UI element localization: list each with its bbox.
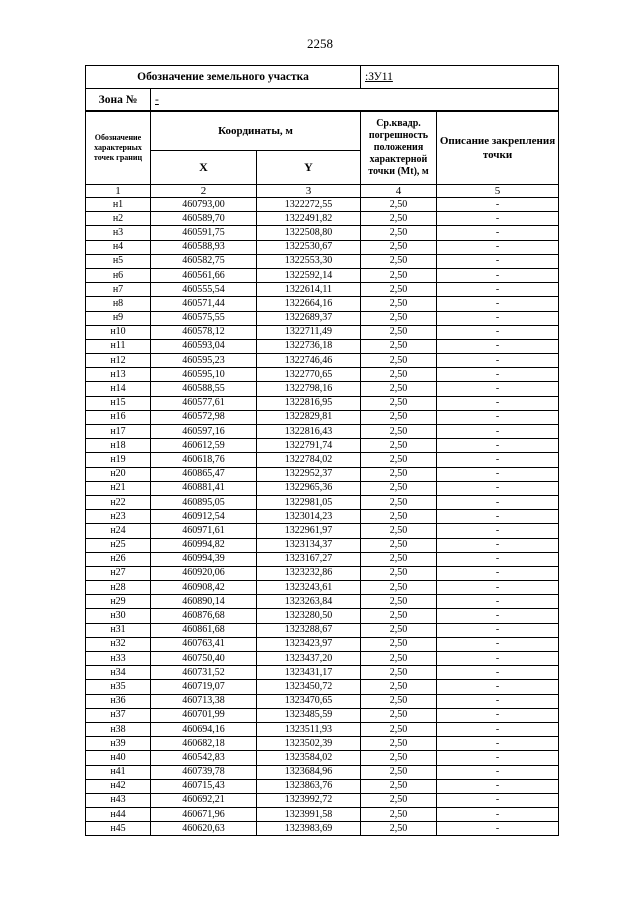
error-cell: 2,50	[361, 737, 437, 751]
table-row	[86, 510, 559, 524]
error-cell: 2,50	[361, 808, 437, 822]
column-number: 3	[257, 185, 361, 198]
plot-value: :ЗУ11	[361, 66, 559, 89]
point-id-cell: н15	[86, 396, 151, 410]
point-id-cell: н44	[86, 808, 151, 822]
point-id-cell: н42	[86, 779, 151, 793]
error-cell: 2,50	[361, 226, 437, 240]
x-coord-cell: 460571,44	[151, 297, 257, 311]
point-id-cell: н22	[86, 495, 151, 509]
point-id-cell: н33	[86, 652, 151, 666]
error-cell: 2,50	[361, 637, 437, 651]
point-id-cell: н3	[86, 226, 151, 240]
point-id-cell: н32	[86, 637, 151, 651]
y-coord-cell: 1323280,50	[257, 609, 361, 623]
desc-cell: -	[437, 694, 559, 708]
point-id-cell: н39	[86, 737, 151, 751]
desc-cell: -	[437, 822, 559, 836]
desc-cell: -	[437, 198, 559, 212]
table-row	[86, 637, 559, 651]
y-coord-cell: 1322272,55	[257, 198, 361, 212]
column-number: 4	[361, 185, 437, 198]
x-coord-cell: 460595,23	[151, 354, 257, 368]
desc-cell: -	[437, 453, 559, 467]
point-id-cell: н17	[86, 425, 151, 439]
error-cell: 2,50	[361, 680, 437, 694]
error-cell: 2,50	[361, 566, 437, 580]
y-coord-cell: 1322798,16	[257, 382, 361, 396]
desc-cell: -	[437, 808, 559, 822]
error-cell: 2,50	[361, 694, 437, 708]
desc-cell: -	[437, 240, 559, 254]
point-id-cell: н34	[86, 666, 151, 680]
error-cell: 2,50	[361, 779, 437, 793]
desc-cell: -	[437, 396, 559, 410]
desc-cell: -	[437, 368, 559, 382]
desc-cell: -	[437, 297, 559, 311]
error-cell: 2,50	[361, 722, 437, 736]
point-id-cell: н24	[86, 524, 151, 538]
point-id-cell: н31	[86, 623, 151, 637]
x-coord-cell: 460719,07	[151, 680, 257, 694]
y-coord-cell: 1322816,95	[257, 396, 361, 410]
desc-cell: -	[437, 425, 559, 439]
desc-cell: -	[437, 637, 559, 651]
table-row	[86, 396, 559, 410]
y-coord-cell: 1322791,74	[257, 439, 361, 453]
x-coord-cell: 460876,68	[151, 609, 257, 623]
error-cell: 2,50	[361, 581, 437, 595]
x-coord-cell: 460671,96	[151, 808, 257, 822]
y-coord-cell: 1322530,67	[257, 240, 361, 254]
x-coord-cell: 460612,59	[151, 439, 257, 453]
desc-cell: -	[437, 354, 559, 368]
point-id-cell: н36	[86, 694, 151, 708]
point-id-cell: н19	[86, 453, 151, 467]
error-cell: 2,50	[361, 339, 437, 353]
error-cell: 2,50	[361, 368, 437, 382]
table-row	[86, 623, 559, 637]
x-coord-cell: 460575,55	[151, 311, 257, 325]
y-coord-cell: 1323450,72	[257, 680, 361, 694]
error-cell: 2,50	[361, 495, 437, 509]
point-column-header: Обозначение характерных точек границ	[86, 111, 151, 185]
zone-header-table	[85, 88, 559, 112]
y-coord-cell: 1323014,23	[257, 510, 361, 524]
error-cell: 2,50	[361, 595, 437, 609]
desc-cell: -	[437, 382, 559, 396]
error-cell: 2,50	[361, 822, 437, 836]
point-id-cell: н13	[86, 368, 151, 382]
table-row	[86, 339, 559, 353]
table-row	[86, 311, 559, 325]
x-coord-cell: 460620,63	[151, 822, 257, 836]
x-coord-cell: 460542,83	[151, 751, 257, 765]
table-row	[86, 354, 559, 368]
x-coord-cell: 460881,41	[151, 481, 257, 495]
y-coord-cell: 1323423,97	[257, 637, 361, 651]
x-coord-cell: 460890,14	[151, 595, 257, 609]
plot-header-table	[85, 65, 559, 89]
error-cell: 2,50	[361, 297, 437, 311]
point-id-cell: н27	[86, 566, 151, 580]
y-coord-cell: 1323863,76	[257, 779, 361, 793]
y-coord-cell: 1322816,43	[257, 425, 361, 439]
error-cell: 2,50	[361, 652, 437, 666]
desc-cell: -	[437, 524, 559, 538]
x-coord-cell: 460572,98	[151, 410, 257, 424]
x-coord-cell: 460750,40	[151, 652, 257, 666]
x-coord-cell: 460593,04	[151, 339, 257, 353]
desc-cell: -	[437, 439, 559, 453]
column-number: 1	[86, 185, 151, 198]
table-row	[86, 453, 559, 467]
table-row	[86, 722, 559, 736]
error-cell: 2,50	[361, 283, 437, 297]
x-coord-cell: 460763,41	[151, 637, 257, 651]
point-id-cell: н30	[86, 609, 151, 623]
error-cell: 2,50	[361, 765, 437, 779]
x-coord-cell: 460713,38	[151, 694, 257, 708]
x-coord-cell: 460577,61	[151, 396, 257, 410]
y-coord-cell: 1323502,39	[257, 737, 361, 751]
x-coord-cell: 460908,42	[151, 581, 257, 595]
error-cell: 2,50	[361, 623, 437, 637]
table-row	[86, 538, 559, 552]
point-id-cell: н25	[86, 538, 151, 552]
desc-column-header: Описание закрепления точки	[437, 111, 559, 185]
x-coord-cell: 460994,82	[151, 538, 257, 552]
table-row	[86, 382, 559, 396]
x-coord-cell: 460591,75	[151, 226, 257, 240]
error-cell: 2,50	[361, 254, 437, 268]
y-coord-cell: 1322965,36	[257, 481, 361, 495]
x-coord-cell: 460920,06	[151, 566, 257, 580]
x-column-header: X	[151, 151, 257, 185]
coords-column-header: Координаты, м	[151, 111, 361, 151]
x-coord-cell: 460692,21	[151, 793, 257, 807]
point-id-cell: н23	[86, 510, 151, 524]
error-cell: 2,50	[361, 793, 437, 807]
y-coord-cell: 1322746,46	[257, 354, 361, 368]
table-row	[86, 737, 559, 751]
error-cell: 2,50	[361, 212, 437, 226]
error-cell: 2,50	[361, 708, 437, 722]
error-cell: 2,50	[361, 198, 437, 212]
y-coord-cell: 1322952,37	[257, 467, 361, 481]
table-row	[86, 439, 559, 453]
y-coord-cell: 1322711,49	[257, 325, 361, 339]
x-coord-cell: 460588,55	[151, 382, 257, 396]
desc-cell: -	[437, 666, 559, 680]
table-row	[86, 198, 559, 212]
desc-cell: -	[437, 623, 559, 637]
table-row	[86, 495, 559, 509]
y-coord-cell: 1322736,18	[257, 339, 361, 353]
y-coord-cell: 1322689,37	[257, 311, 361, 325]
error-cell: 2,50	[361, 325, 437, 339]
error-column-header: Ср.квадр. погрешность положения характерной точки (Mt), м	[361, 111, 437, 185]
y-coord-cell: 1323437,20	[257, 652, 361, 666]
table-row	[86, 708, 559, 722]
x-coord-cell: 460731,52	[151, 666, 257, 680]
point-id-cell: н7	[86, 283, 151, 297]
y-coord-cell: 1323431,17	[257, 666, 361, 680]
point-id-cell: н16	[86, 410, 151, 424]
x-coord-cell: 460793,00	[151, 198, 257, 212]
y-coord-cell: 1322592,14	[257, 268, 361, 282]
point-id-cell: н14	[86, 382, 151, 396]
desc-cell: -	[437, 765, 559, 779]
desc-cell: -	[437, 311, 559, 325]
error-cell: 2,50	[361, 354, 437, 368]
point-id-cell: н40	[86, 751, 151, 765]
point-id-cell: н28	[86, 581, 151, 595]
desc-cell: -	[437, 751, 559, 765]
desc-cell: -	[437, 481, 559, 495]
zone-label: Зона №	[86, 89, 151, 112]
point-id-cell: н26	[86, 552, 151, 566]
desc-cell: -	[437, 708, 559, 722]
table-row	[86, 694, 559, 708]
y-coord-cell: 1323288,67	[257, 623, 361, 637]
point-id-cell: н9	[86, 311, 151, 325]
y-coord-cell: 1322784,02	[257, 453, 361, 467]
desc-cell: -	[437, 283, 559, 297]
error-cell: 2,50	[361, 439, 437, 453]
x-coord-cell: 460578,12	[151, 325, 257, 339]
desc-cell: -	[437, 680, 559, 694]
y-coord-cell: 1323584,02	[257, 751, 361, 765]
table-row	[86, 226, 559, 240]
table-row	[86, 581, 559, 595]
y-coord-cell: 1322508,80	[257, 226, 361, 240]
table-row	[86, 283, 559, 297]
y-coord-cell: 1323684,96	[257, 765, 361, 779]
table-row	[86, 680, 559, 694]
error-cell: 2,50	[361, 453, 437, 467]
desc-cell: -	[437, 226, 559, 240]
coordinates-table	[85, 110, 559, 836]
y-column-header: Y	[257, 151, 361, 185]
point-id-cell: н11	[86, 339, 151, 353]
x-coord-cell: 460682,18	[151, 737, 257, 751]
page-number: 2258	[307, 36, 333, 51]
desc-cell: -	[437, 652, 559, 666]
desc-cell: -	[437, 325, 559, 339]
desc-cell: -	[437, 779, 559, 793]
point-id-cell: н43	[86, 793, 151, 807]
error-cell: 2,50	[361, 524, 437, 538]
desc-cell: -	[437, 609, 559, 623]
x-coord-cell: 460589,70	[151, 212, 257, 226]
coordinates-body	[86, 198, 559, 836]
x-coord-cell: 460595,10	[151, 368, 257, 382]
table-row	[86, 467, 559, 481]
x-coord-cell: 460739,78	[151, 765, 257, 779]
table-row	[86, 793, 559, 807]
error-cell: 2,50	[361, 481, 437, 495]
error-cell: 2,50	[361, 311, 437, 325]
desc-cell: -	[437, 595, 559, 609]
x-coord-cell: 460597,16	[151, 425, 257, 439]
table-row	[86, 822, 559, 836]
column-number: 5	[437, 185, 559, 198]
x-coord-cell: 460618,76	[151, 453, 257, 467]
desc-cell: -	[437, 410, 559, 424]
point-id-cell: н4	[86, 240, 151, 254]
point-id-cell: н18	[86, 439, 151, 453]
point-id-cell: н10	[86, 325, 151, 339]
error-cell: 2,50	[361, 382, 437, 396]
y-coord-cell: 1322491,82	[257, 212, 361, 226]
y-coord-cell: 1322553,30	[257, 254, 361, 268]
point-id-cell: н20	[86, 467, 151, 481]
error-cell: 2,50	[361, 467, 437, 481]
desc-cell: -	[437, 552, 559, 566]
table-row	[86, 566, 559, 580]
x-coord-cell: 460582,75	[151, 254, 257, 268]
table-row	[86, 779, 559, 793]
desc-cell: -	[437, 793, 559, 807]
error-cell: 2,50	[361, 552, 437, 566]
point-id-cell: н41	[86, 765, 151, 779]
table-row	[86, 765, 559, 779]
desc-cell: -	[437, 339, 559, 353]
table-row	[86, 609, 559, 623]
point-id-cell: н2	[86, 212, 151, 226]
desc-cell: -	[437, 538, 559, 552]
point-id-cell: н8	[86, 297, 151, 311]
y-coord-cell: 1323470,65	[257, 694, 361, 708]
y-coord-cell: 1323991,58	[257, 808, 361, 822]
desc-cell: -	[437, 495, 559, 509]
desc-cell: -	[437, 254, 559, 268]
desc-cell: -	[437, 722, 559, 736]
error-cell: 2,50	[361, 410, 437, 424]
desc-cell: -	[437, 467, 559, 481]
desc-cell: -	[437, 737, 559, 751]
table-row	[86, 652, 559, 666]
error-cell: 2,50	[361, 240, 437, 254]
x-coord-cell: 460561,66	[151, 268, 257, 282]
table-row	[86, 552, 559, 566]
error-cell: 2,50	[361, 609, 437, 623]
table-row	[86, 410, 559, 424]
y-coord-cell: 1322961,97	[257, 524, 361, 538]
x-coord-cell: 460555,54	[151, 283, 257, 297]
y-coord-cell: 1323992,72	[257, 793, 361, 807]
x-coord-cell: 460971,61	[151, 524, 257, 538]
table-row	[86, 254, 559, 268]
table-row	[86, 212, 559, 226]
table-row	[86, 240, 559, 254]
zone-value: -	[151, 89, 559, 112]
x-coord-cell: 460715,43	[151, 779, 257, 793]
y-coord-cell: 1322829,81	[257, 410, 361, 424]
point-id-cell: н5	[86, 254, 151, 268]
table-row	[86, 808, 559, 822]
x-coord-cell: 460912,54	[151, 510, 257, 524]
point-id-cell: н29	[86, 595, 151, 609]
error-cell: 2,50	[361, 268, 437, 282]
y-coord-cell: 1323232,86	[257, 566, 361, 580]
x-coord-cell: 460701,99	[151, 708, 257, 722]
y-coord-cell: 1322664,16	[257, 297, 361, 311]
desc-cell: -	[437, 268, 559, 282]
table-row	[86, 595, 559, 609]
error-cell: 2,50	[361, 666, 437, 680]
x-coord-cell: 460865,47	[151, 467, 257, 481]
y-coord-cell: 1322981,05	[257, 495, 361, 509]
table-row	[86, 368, 559, 382]
point-id-cell: н37	[86, 708, 151, 722]
table-row	[86, 751, 559, 765]
error-cell: 2,50	[361, 510, 437, 524]
x-coord-cell: 460861,68	[151, 623, 257, 637]
desc-cell: -	[437, 212, 559, 226]
y-coord-cell: 1323511,93	[257, 722, 361, 736]
x-coord-cell: 460895,05	[151, 495, 257, 509]
error-cell: 2,50	[361, 425, 437, 439]
x-coord-cell: 460694,16	[151, 722, 257, 736]
y-coord-cell: 1323134,37	[257, 538, 361, 552]
table-row	[86, 524, 559, 538]
table-row	[86, 268, 559, 282]
point-id-cell: н21	[86, 481, 151, 495]
point-id-cell: н6	[86, 268, 151, 282]
y-coord-cell: 1323485,59	[257, 708, 361, 722]
desc-cell: -	[437, 581, 559, 595]
column-number: 2	[151, 185, 257, 198]
x-coord-cell: 460588,93	[151, 240, 257, 254]
table-row	[86, 666, 559, 680]
y-coord-cell: 1323243,61	[257, 581, 361, 595]
y-coord-cell: 1322614,11	[257, 283, 361, 297]
point-id-cell: н38	[86, 722, 151, 736]
error-cell: 2,50	[361, 751, 437, 765]
x-coord-cell: 460994,39	[151, 552, 257, 566]
table-row	[86, 325, 559, 339]
y-coord-cell: 1323167,27	[257, 552, 361, 566]
y-coord-cell: 1323983,69	[257, 822, 361, 836]
point-id-cell: н12	[86, 354, 151, 368]
table-row	[86, 481, 559, 495]
desc-cell: -	[437, 510, 559, 524]
desc-cell: -	[437, 566, 559, 580]
table-row	[86, 297, 559, 311]
y-coord-cell: 1322770,65	[257, 368, 361, 382]
error-cell: 2,50	[361, 538, 437, 552]
point-id-cell: н35	[86, 680, 151, 694]
point-id-cell: н45	[86, 822, 151, 836]
table-row	[86, 425, 559, 439]
y-coord-cell: 1323263,84	[257, 595, 361, 609]
error-cell: 2,50	[361, 396, 437, 410]
plot-label: Обозначение земельного участка	[86, 66, 361, 89]
point-id-cell: н1	[86, 198, 151, 212]
